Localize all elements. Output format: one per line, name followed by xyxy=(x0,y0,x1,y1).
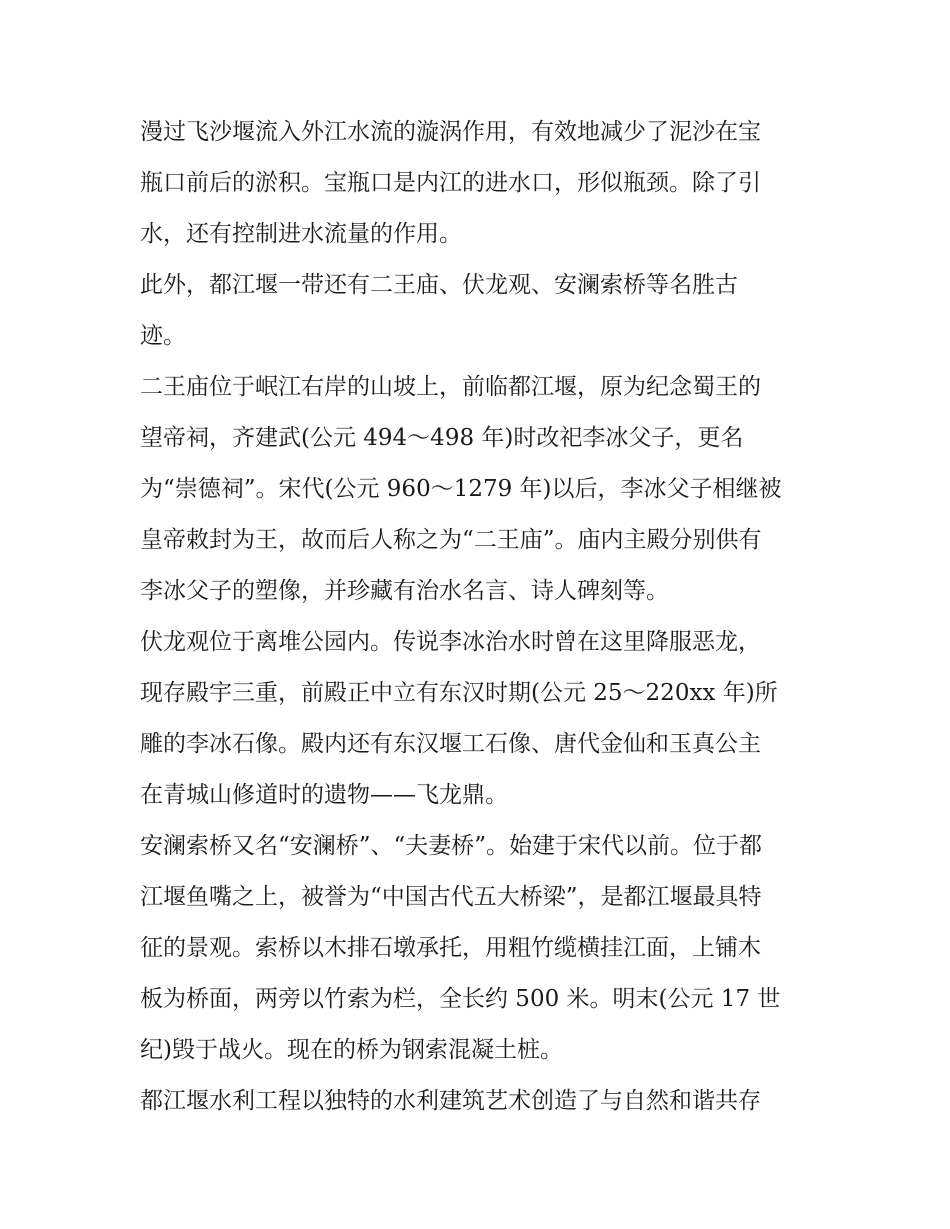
text-line: 瓶口前后的淤积。宝瓶口是内江的进水口，形似瓶颈。除了引 xyxy=(140,170,761,196)
text-line: 伏龙观位于离堆公园内。传说李冰治水时曾在这里降服恶龙， xyxy=(140,629,761,655)
text-line: 为“崇德祠”。宋代(公元 960～1279 年)以后，李冰父子相继被 xyxy=(140,476,782,502)
text-line: 雕的李冰石像。殿内还有东汉堰工石像、唐代金仙和玉真公主 xyxy=(140,731,761,757)
text-line: 板为桥面，两旁以竹索为栏，全长约 500 米。明末(公元 17 世 xyxy=(140,986,781,1012)
text-line: 都江堰水利工程以独特的水利建筑艺术创造了与自然和谐共存 xyxy=(140,1088,761,1114)
document-body xyxy=(140,107,820,1127)
text-line: 迹。 xyxy=(140,323,186,349)
text-line: 安澜索桥又名“安澜桥”、“夫妻桥”。始建于宋代以前。位于都 xyxy=(140,833,763,859)
text-line: 皇帝敕封为王，故而后人称之为“二王庙”。庙内主殿分别供有 xyxy=(140,527,762,553)
text-line: 漫过飞沙堰流入外江水流的漩涡作用，有效地减少了泥沙在宝 xyxy=(140,119,761,145)
text-line: 征的景观。索桥以木排石墩承托，用粗竹缆横挂江面，上铺木 xyxy=(140,935,761,961)
text-line: 水，还有控制进水流量的作用。 xyxy=(140,221,462,247)
text-line: 现存殿宇三重，前殿正中立有东汉时期(公元 25～220xx 年)所 xyxy=(140,680,778,706)
text-line: 在青城山修道时的遗物——飞龙鼎。 xyxy=(140,782,508,808)
text-line: 二王庙位于岷江右岸的山坡上，前临都江堰，原为纪念蜀王的 xyxy=(140,374,761,400)
text-line: 此外，都江堰一带还有二王庙、伏龙观、安澜索桥等名胜古 xyxy=(140,272,738,298)
text-line: 李冰父子的塑像，并珍藏有治水名言、诗人碑刻等。 xyxy=(140,578,669,604)
text-line: 江堰鱼嘴之上，被誉为“中国古代五大桥梁”，是都江堰最具特 xyxy=(140,884,762,910)
text-line: 纪)毁于战火。现在的桥为钢索混凝土桩。 xyxy=(140,1037,563,1063)
text-line: 望帝祠，齐建武(公元 494～498 年)时改祀李冰父子，更名 xyxy=(140,425,744,451)
